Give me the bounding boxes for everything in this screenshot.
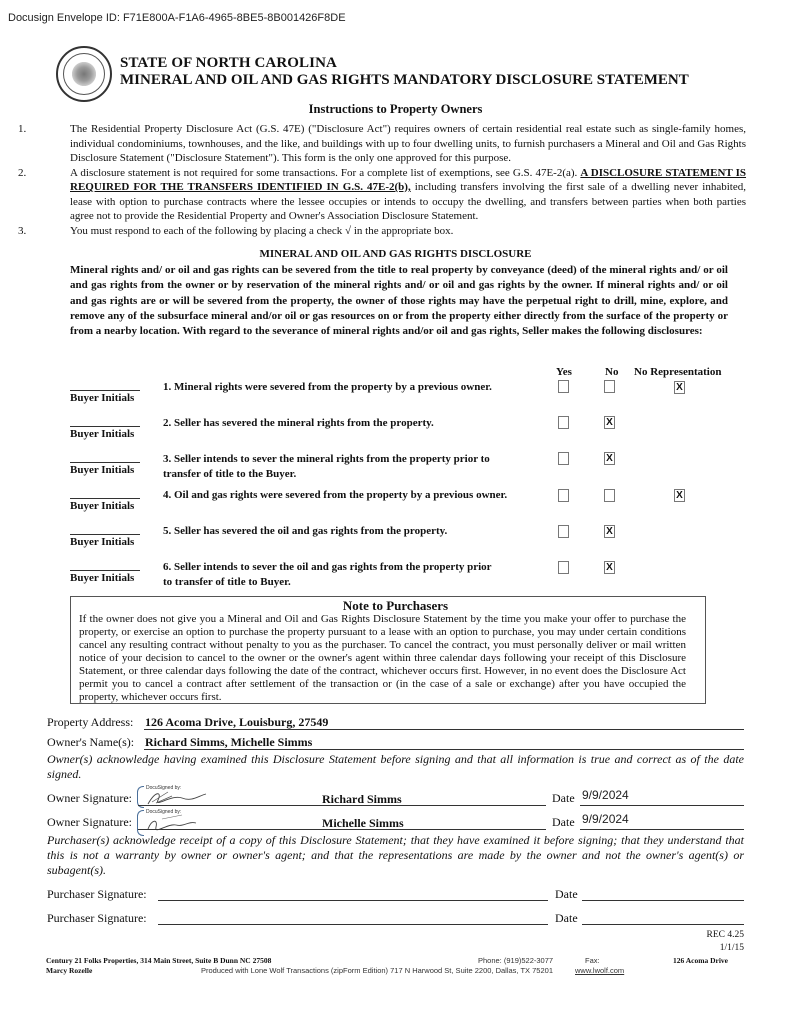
question-text: 1. Mineral rights were severed from the property by a previous owner. — [163, 381, 492, 393]
property-address-value[interactable]: 126 Acoma Drive, Louisburg, 27549 — [145, 715, 329, 729]
footer-website-link[interactable]: www.lwolf.com — [575, 966, 625, 975]
owners-name-label: Owner's Name(s): — [47, 735, 135, 749]
no-checkbox[interactable] — [604, 380, 615, 393]
owners-name-row — [47, 735, 134, 750]
owner-date-1-line — [580, 805, 744, 806]
owner-signature-label-1: Owner Signature: — [47, 791, 132, 805]
document-title-state: STATE OF NORTH CAROLINA — [120, 55, 337, 71]
owner-date-2-value[interactable]: 9/9/2024 — [582, 812, 629, 826]
purchaser-date-label-1: Date — [555, 887, 578, 901]
purchaser-date-label-2: Date — [555, 911, 578, 925]
instructions-list — [18, 122, 746, 238]
no-checkbox[interactable]: X — [604, 561, 615, 574]
item-number: 1. — [18, 123, 27, 135]
footer-company: Century 21 Folks Properties, 314 Main Street, Suite B Dunn NC 27508 — [46, 956, 272, 965]
note-text: If the owner does not give you a Mineral and Oil and Gas Rights Disclosure Statement by the time you make your offer to purchase the property, or exercise an option to purchase the property pursuant to a lease with an option to purchase, you may under certain conditions cancel any resulting contract without penalty to you as the purchaser. To cancel the contract, you must personally deliver or mail written notice of your decision to cancel to the owner or the owner's agent within three calendar days following your receipt of this Disclosure Statement, or three calendar days following the date of the contract, whichever occurs first. However, in no event does the Disclosure Act permit you to cancel a contract after settlement of the transaction or (in the case of a sale or exchange) after you have occupied the property, whichever occurs first. — [79, 613, 686, 703]
note-title: Note to Purchasers — [342, 598, 449, 613]
buyer-initials-label: Buyer Initials — [70, 428, 135, 440]
disclosure-row-1 — [0, 366, 791, 402]
yes-checkbox[interactable] — [558, 525, 569, 538]
buyer-initials-label: Buyer Initials — [70, 500, 135, 512]
disclosure-body: Mineral rights and/ or oil and gas rights can be severed from the title to real property by conveyance (deed) of the mineral rights and/ or oil and gas rights from the owner or by reservation of the mineral rights and/ or oil and gas rights by the owner. If mineral rights and/ or oil and gas rights are or will be severed from the property, the owner of those rights may have the perpetual right to drill, mine, explore, and remove any of the subsurface mineral and/or oil or gas resources on or from the property either directly from the surface of the property or from a nearby location. With regard to the severance of mineral rights and/or oil and gas rights, Seller makes the following disclosures: — [70, 264, 728, 338]
buyer-initials-field[interactable] — [70, 462, 140, 463]
purchaser-signature-label-2: Purchaser Signature: — [47, 911, 147, 925]
purchaser-acknowledgement: Purchaser(s) acknowledge receipt of a copy of this Disclosure Statement; that they have examined it before signing; that they understand that this is not a warranty by owner or owner's agent; and that the representations are made by the owner and not the owner's agent(s) or subagent(s). — [47, 833, 744, 877]
instruction-item — [18, 122, 746, 166]
footer-agent: Marcy Rozelle — [46, 966, 93, 975]
form-date: 1/1/15 — [719, 943, 744, 953]
question-text: 4. Oil and gas rights were severed from the property by a previous owner. — [163, 489, 508, 501]
property-address-row — [47, 715, 133, 730]
yes-checkbox[interactable] — [558, 489, 569, 502]
buyer-initials-label: Buyer Initials — [70, 572, 135, 584]
column-header-yes: Yes — [556, 366, 572, 378]
column-header-no-representation: No Representation — [634, 366, 722, 378]
item-number: 3. — [18, 224, 27, 237]
property-address-label: Property Address: — [47, 715, 134, 729]
buyer-initials-label: Buyer Initials — [70, 536, 135, 548]
disclosure-row-3 — [0, 438, 791, 480]
question-text: 5. Seller has severed the oil and gas rights from the property. — [163, 525, 448, 537]
yes-checkbox[interactable] — [558, 561, 569, 574]
footer-property-ref: 126 Acoma Drive — [673, 956, 728, 965]
item-text: The Residential Property Disclosure Act (G.S. 47E) ("Disclosure Act") requires owners of certain residential real estate such as single-family homes, individual condominiums, townhouses, and the like, and buildings with up to four dwelling units, to furnish purchasers a Mineral and Oil and Gas Rights Disclosure Statement ("Disclosure Statement"). This form is the only one approved for this purpose. — [70, 123, 746, 164]
purchaser-signature-2-field[interactable] — [158, 924, 548, 925]
purchaser-date-1-field[interactable] — [582, 900, 744, 901]
disclosure-row-6 — [0, 546, 791, 588]
no-checkbox[interactable]: X — [604, 525, 615, 538]
owner-date-label-2: Date — [552, 815, 575, 829]
buyer-initials-label: Buyer Initials — [70, 464, 135, 476]
instructions-heading: Instructions to Property Owners — [308, 102, 483, 116]
docusigned-by-tag: DocuSigned by: — [146, 809, 182, 815]
question-text: 6. Seller intends to sever the oil and gas rights from the property prior to transfer of title to Buyer. — [163, 561, 492, 588]
yes-checkbox[interactable] — [558, 452, 569, 465]
form-code: REC 4.25 — [706, 930, 744, 940]
footer-fax: Fax: — [585, 956, 600, 965]
docusign-envelope-id: Docusign Envelope ID: F71E800A-F1A6-4965-8BE5-8B001426F8DE — [8, 12, 346, 24]
item-text: You must respond to each of the following by placing a check √ in the appropriate box. — [70, 224, 454, 237]
no-checkbox[interactable]: X — [604, 452, 615, 465]
question-text: 2. Seller has severed the mineral rights from the property. — [163, 417, 434, 429]
state-seal-icon — [56, 46, 112, 102]
disclosure-heading: MINERAL AND OIL AND GAS RIGHTS DISCLOSURE — [259, 248, 532, 260]
no-representation-checkbox[interactable]: X — [674, 489, 685, 502]
footer-phone: Phone: (919)522-3077 — [478, 956, 554, 965]
column-header-no: No — [605, 366, 619, 378]
owner-signature-2-image[interactable] — [142, 813, 212, 833]
item-text: A disclosure statement is not required for some transactions. For a complete list of exemptions, see G.S. 47E-2(a). — [70, 166, 581, 179]
owners-name-value[interactable]: Richard Simms, Michelle Simms — [145, 735, 313, 749]
footer-produced-by: Produced with Lone Wolf Transactions (zipForm Edition) 717 N Harwood St, Suite 2200, Dallas, TX 75201 — [201, 966, 553, 975]
question-text: 3. Seller intends to sever the mineral rights from the property prior to transfer of title to the Buyer. — [163, 453, 490, 480]
buyer-initials-field[interactable] — [70, 570, 140, 571]
item-emphasis: A DISCLOSURE STATEMENT IS REQUIRED FOR THE TRANSFERS IDENTIFIED IN G.S. 47E-2(b), — [70, 166, 747, 193]
owner-acknowledgement: Owner(s) acknowledge having examined this Disclosure Statement before signing and that all information is true and correct as of the date signed. — [47, 752, 744, 781]
disclosure-row-2 — [0, 402, 791, 438]
owner-signature-2-printed-name: Michelle Simms — [322, 816, 404, 830]
buyer-initials-field[interactable] — [70, 498, 140, 499]
disclosure-row-4 — [0, 474, 791, 510]
disclosure-row-5 — [0, 510, 791, 546]
owner-signature-1-image[interactable] — [142, 788, 212, 806]
owner-date-2-line — [580, 829, 744, 830]
purchaser-signature-1-field[interactable] — [158, 900, 548, 901]
owner-date-1-value[interactable]: 9/9/2024 — [582, 788, 629, 802]
buyer-initials-field[interactable] — [70, 426, 140, 427]
yes-checkbox[interactable] — [558, 380, 569, 393]
buyer-initials-label: Buyer Initials — [70, 392, 135, 404]
owner-signature-label-2: Owner Signature: — [47, 815, 132, 829]
no-checkbox[interactable] — [604, 489, 615, 502]
yes-checkbox[interactable] — [558, 416, 569, 429]
instruction-item — [18, 166, 746, 224]
buyer-initials-field[interactable] — [70, 534, 140, 535]
owner-date-label-1: Date — [552, 791, 575, 805]
purchaser-signature-label-1: Purchaser Signature: — [47, 887, 147, 901]
owner-signature-1-printed-name: Richard Simms — [322, 792, 402, 806]
no-checkbox[interactable]: X — [604, 416, 615, 429]
item-number: 2. — [18, 166, 27, 179]
document-title: MINERAL AND OIL AND GAS RIGHTS MANDATORY DISCLOSURE STATEMENT — [120, 72, 689, 88]
docusigned-by-tag: DocuSigned by: — [146, 785, 182, 791]
purchaser-date-2-field[interactable] — [582, 924, 744, 925]
no-representation-checkbox[interactable]: X — [674, 381, 685, 394]
buyer-initials-field[interactable] — [70, 390, 140, 391]
item-text: including transfers involving the first sale of a dwelling never inhabited, lease with option to purchase contracts where the lessee occupies or intends to occupy the dwelling, and transfers between parties when both parties agree not to provide the Residential Property and Owner's Association Disclosure Statement. — [70, 181, 746, 222]
instruction-item — [18, 224, 746, 239]
